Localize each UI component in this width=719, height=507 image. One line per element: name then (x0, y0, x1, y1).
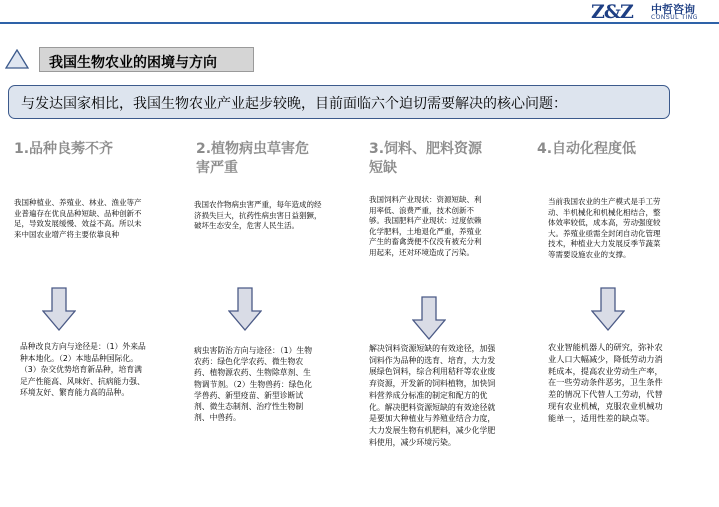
column-3-title: 3.饲料、肥料资源短缺 (369, 141, 483, 176)
logo-mark: Z&Z (591, 1, 633, 23)
column-4-description: 当前我国农业的生产模式是手工劳动、半机械化和机械化相结合，整体效率较低，成本高，劳动强度较大。养殖业亟需全封闭自动化管理技术，种植业大力发展反季节蔬菜等需要设施农业的支撑。 (548, 197, 661, 259)
column-2-title: 2.植物病虫草害危害严重 (196, 141, 310, 176)
company-logo (591, 1, 711, 23)
page-title (39, 47, 254, 72)
column-1-title: 1.品种良莠不齐 (14, 141, 114, 157)
column-2-solution: 病虫害防治方向与途径：（1）生物农药：绿色化学农药、微生物农药、植物源农药、生物除草剂、生物调节剂。（2）生物兽药：绿色化学兽药、新型疫苗、新型诊断试剂、微生态制剂、治疗性生物制剂、中兽药。 (194, 346, 313, 423)
intro-text: 与发达国家相比，我国生物农业产业起步较晚，目前面临六个迫切需要解决的核心问题： (21, 96, 567, 112)
column-1-description: 我国种植业、养殖业、林业、渔业等产业普遍存在优良品种短缺、品种创新不足，导致发展缓慢、效益不高。所以未来中国农业增产将主要依靠良种 (14, 198, 142, 239)
down-arrow-icon (42, 287, 76, 331)
intro-banner (8, 85, 670, 119)
column-4-solution: 农业智能机器人的研究，弥补农业人口大幅减少，降低劳动力消耗成本，提高农业劳动生产率，在一些劳动条件恶劣，卫生条件差的情况下代替人工劳动，代替现有农业机械，克服农业机械功能单一，适用性差的缺点等。 (548, 342, 663, 423)
down-arrow-icon (412, 296, 446, 340)
logo-name-en: CONSUL TING (651, 14, 698, 21)
column-2-description: 我国农作物病虫害严重，每年造成的经济损失巨大，抗药性病虫害日益猖獗，破坏生态安全，危害人民生活。 (194, 200, 322, 230)
triangle-icon (5, 49, 29, 69)
column-1-solution: 品种改良方向与途径是：（1）外来品种本地化。（2）本地品种国际化。（3）杂交优势培育新品种，培育满足产性能高、风味好、抗病能力强、环境友好、繁育能力高的品种。 (20, 342, 146, 397)
column-3-solution: 解决饲料资源短缺的有效途径，加强饲料作为品种的选育、培育，大力发展绿色饲料，综合利用秸秆等农业废弃资源，开发新的饲料植物，加快饲料营养成分标准的制定和配方的优化。解决肥料资源短缺的有效途径就是要加大种植业与养殖业结合力度，大力发展生物有机肥料，减少化学肥料使用，减少环境污染。 (369, 344, 496, 447)
column-4-title: 4.自动化程度低 (537, 141, 637, 157)
logo-name-cn: 中哲咨询 (651, 3, 695, 16)
down-arrow-icon (591, 287, 625, 331)
column-3-description: 我国饲料产业现状：资源短缺、利用率低、浪费严重，技术创新不够。我国肥料产业现状：过度依赖化学肥料，土地退化严重，养殖业产生的畜禽粪便不仅没有被充分利用起来，还对环境造成了污染。 (369, 195, 482, 257)
page-title-text: 我国生物农业的困境与方向 (49, 55, 217, 71)
down-arrow-icon (228, 287, 262, 331)
